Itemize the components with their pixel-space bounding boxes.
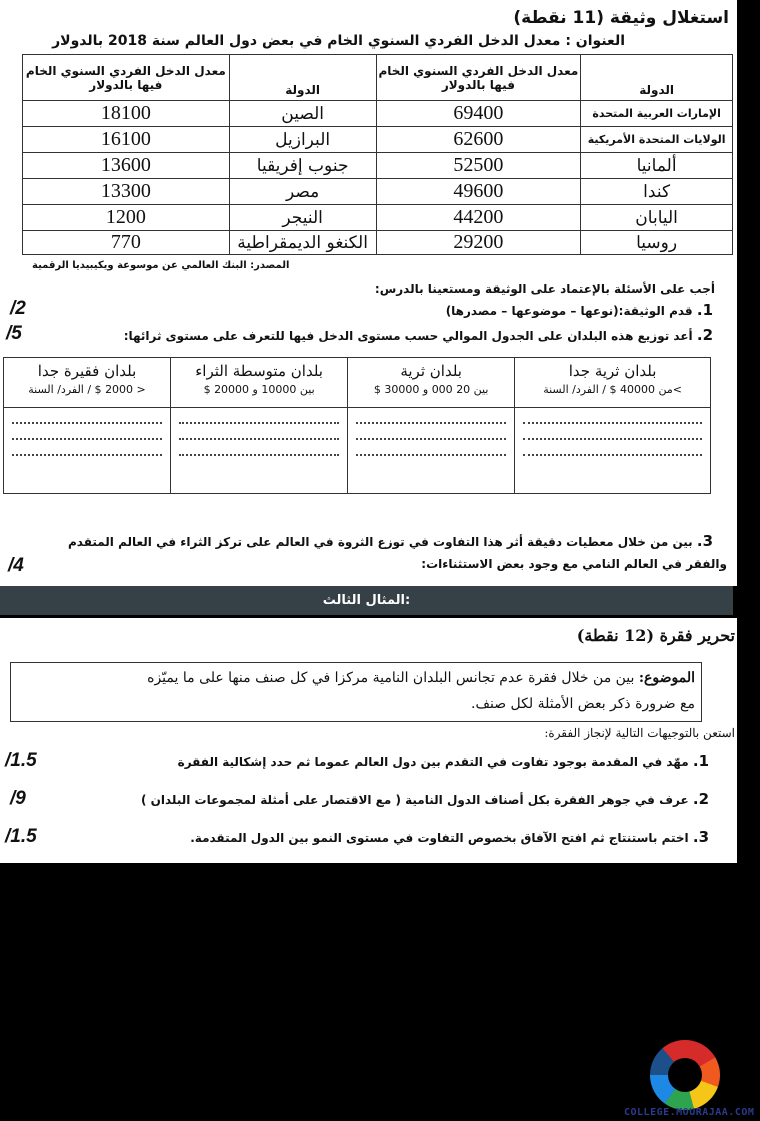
country-cell: مصر	[229, 179, 376, 205]
question-1	[446, 301, 713, 319]
country-cell: الإمارات العربية المتحدة	[581, 101, 733, 127]
topic-box	[10, 662, 702, 722]
income-cell: 44200	[376, 205, 581, 231]
guidance: استعن بالتوجيهات التالية لإنجاز الفقرة:	[544, 726, 735, 740]
instructions: أجب على الأسئلة بالإعتماد على الوثيقة ومستعينا بالدرس:	[374, 282, 715, 296]
category-very-rich	[515, 358, 711, 408]
table-header-row	[23, 55, 733, 101]
category-middle	[171, 358, 348, 408]
step-number: 1.	[692, 752, 709, 770]
section-title-text: تحرير فقرة (12 نقطة)	[576, 626, 735, 645]
topic-text-line-2: مع ضرورة ذكر بعض الأمثلة لكل صنف.	[471, 696, 695, 712]
watermark-text: COLLEGE.MOURAJAA.COM	[624, 1107, 755, 1118]
table-row	[23, 205, 733, 231]
table-row	[23, 179, 733, 205]
header-country: الدولة	[581, 55, 733, 101]
country-cell: روسيا	[581, 231, 733, 255]
country-cell: ألمانيا	[581, 153, 733, 179]
section-title	[577, 626, 735, 645]
country-cell: البرازيل	[229, 127, 376, 153]
watermark-logo-icon	[650, 1040, 720, 1110]
score-q3: /4	[8, 555, 24, 576]
category-very-poor	[4, 358, 171, 408]
question-2	[124, 326, 713, 344]
section-title: استغلال وثيقة (11 نقطة)	[513, 8, 729, 28]
question-number: 3.	[696, 532, 713, 550]
question-number: 2.	[696, 326, 713, 344]
classification-table	[3, 357, 711, 494]
question-3	[68, 532, 713, 550]
step-number: 2.	[692, 790, 709, 808]
source-note: المصدر: البنك العالمي عن موسوعة ويكيبيديا الرقمية	[32, 260, 290, 271]
classification-header-row	[4, 358, 711, 408]
score-q1: /2	[10, 298, 26, 319]
score-step-1: /1.5	[5, 750, 37, 771]
income-cell: 29200	[376, 231, 581, 255]
category-range: بين 10000 و 20000 $	[203, 383, 315, 396]
question-text: بين من خلال معطيات دقيقة أثر هذا التفاوت في توزع الثروة في العالم على تركز الثراء في العالم المتقدم	[67, 535, 693, 549]
answer-cell[interactable]	[4, 408, 171, 494]
question-text: أعد توزيع هذه البلدان على الجدول الموالي حسب مستوى الدخل فيها للتعرف على مستوى ثرائها:	[123, 329, 693, 343]
topic-label: الموضوع:	[638, 670, 695, 686]
income-cell: 13600	[23, 153, 230, 179]
step-3	[190, 828, 709, 846]
country-cell: جنوب إفريقيا	[229, 153, 376, 179]
question-number: 1.	[696, 301, 713, 319]
country-cell: اليابان	[581, 205, 733, 231]
category-range: بين 20 000 و 30000 $	[373, 383, 489, 396]
step-text: مهّد في المقدمة بوجود تفاوت في التقدم بين دول العالم عموما ثم حدد إشكالية الفقرة	[177, 755, 689, 769]
question-3-line-2: والفقر في العالم النامي مع وجود بعض الاستثناءات:	[421, 557, 727, 571]
table-row	[23, 127, 733, 153]
document-title: العنوان : معدل الدخل الفردي السنوي الخام في بعض دول العالم سنة 2018 بالدولار	[52, 33, 625, 49]
header-income: معدل الدخل الفردي السنوي الخام فيها بالدولار	[23, 55, 230, 101]
score-step-3: /1.5	[5, 826, 37, 847]
table-row	[23, 101, 733, 127]
step-2	[141, 790, 709, 808]
exercise-page-2	[0, 618, 737, 863]
score-q2: /5	[6, 323, 22, 344]
category-title: بلدان ثرية	[400, 362, 462, 380]
category-range: >من 40000 $ / الفرد/ السنة	[543, 383, 682, 396]
score-step-2: /9	[10, 788, 26, 809]
income-table	[22, 54, 733, 255]
answer-cell[interactable]	[348, 408, 515, 494]
country-cell: الكنغو الديمقراطية	[229, 231, 376, 255]
category-range: < 2000 $ / الفرد/ السنة	[28, 383, 146, 396]
category-title: بلدان ثرية جدا	[568, 362, 657, 380]
answer-cell[interactable]	[515, 408, 711, 494]
income-cell: 18100	[23, 101, 230, 127]
table-row	[23, 153, 733, 179]
category-rich	[348, 358, 515, 408]
income-cell: 62600	[376, 127, 581, 153]
country-cell: كندا	[581, 179, 733, 205]
header-income: معدل الدخل الفردي السنوي الخام فيها بالدولار	[376, 55, 581, 101]
section-divider-bar: :المثال الثالث	[0, 586, 733, 615]
category-title: بلدان متوسطة الثراء	[195, 362, 323, 380]
answer-row	[4, 408, 711, 494]
step-text: عرف في جوهر الفقرة بكل أصناف الدول النامية ( مع الاقتصار على أمثلة لمجموعات البلدان )	[140, 793, 689, 807]
answer-cell[interactable]	[171, 408, 348, 494]
income-cell: 13300	[23, 179, 230, 205]
country-cell: الولايات المتحدة الأمريكية	[581, 127, 733, 153]
income-cell: 1200	[23, 205, 230, 231]
country-cell: النيجر	[229, 205, 376, 231]
step-text: اختم باستنتاج ثم افتح الآفاق بخصوص التفاوت في مستوى النمو بين الدول المتقدمة.	[190, 831, 689, 845]
country-cell: الصين	[229, 101, 376, 127]
step-1	[178, 752, 709, 770]
income-cell: 49600	[376, 179, 581, 205]
category-title: بلدان فقيرة جدا	[37, 362, 137, 380]
income-cell: 16100	[23, 127, 230, 153]
income-cell: 770	[23, 231, 230, 255]
step-number: 3.	[692, 828, 709, 846]
topic-text: بين من خلال فقرة عدم تجانس البلدان النامية مركزا في كل صنف منها على ما يميّزه	[147, 670, 639, 686]
question-text: قدم الوثيقة:(نوعها – موضوعها – مصدرها)	[445, 304, 693, 318]
header-country: الدولة	[229, 55, 376, 101]
income-cell: 52500	[376, 153, 581, 179]
income-cell: 69400	[376, 101, 581, 127]
table-row	[23, 231, 733, 255]
